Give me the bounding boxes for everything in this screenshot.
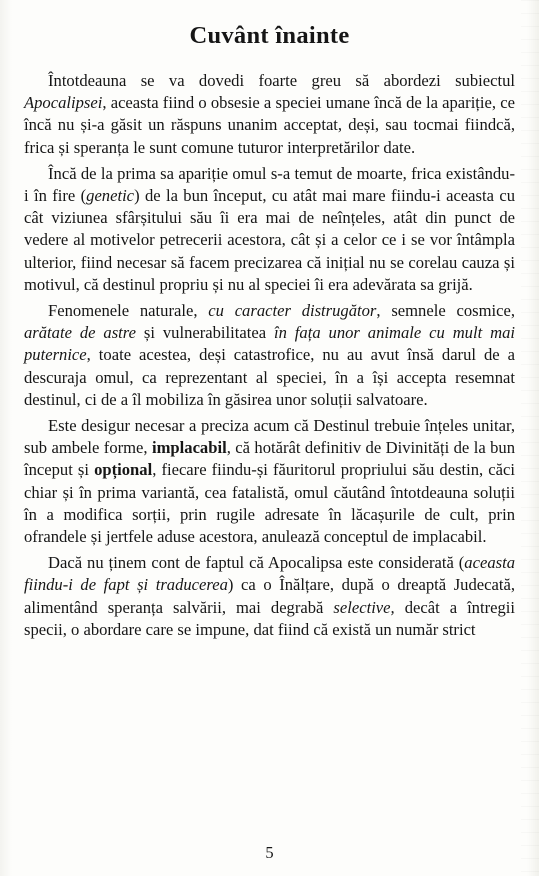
italic-text: în fața unor animale cu mult mai puternice bbox=[24, 323, 516, 365]
italic-text: arătate de astre bbox=[24, 323, 136, 343]
text-run: Întotdeauna se va dovedi foarte greu să abordezi subiectul bbox=[48, 71, 515, 90]
text-run: , fiecare fiindu-și făuritorul propriului său destin, căci chiar și în prima variantă, cea fatalistă, omul căutând întotdeauna soluții în a modifica sorții, prin rugile adresate în lăcașurile de cult, prin ofrandele și jertfele aduse acestora, anulează conceptul de implacabil. bbox=[24, 460, 515, 547]
chapter-title: Cuvânt înainte bbox=[189, 22, 350, 49]
page-edge-shadow bbox=[521, 0, 539, 876]
italic-text: genetic bbox=[86, 186, 135, 206]
text-run: ) ca o Înălțare, după o dreaptă Judecată, alimentând speranța salvării, mai degrabă bbox=[24, 575, 515, 617]
paragraph bbox=[24, 415, 515, 548]
italic-text: cu caracter distrugător bbox=[208, 301, 377, 321]
text-run: , aceasta fiind o obsesie a speciei umane încă de la apariție, ce încă nu și-a găsit un răspuns unanim acceptat, deși, sau tocmai fiindcă, frica și speranța le sunt comune tuturor interpretărilor date. bbox=[24, 93, 515, 157]
paragraph bbox=[24, 300, 515, 411]
page-number: 5 bbox=[265, 843, 274, 862]
text-run: Încă de la prima sa apariție omul s-a temut de moarte, frica existându-i în fire ( bbox=[24, 163, 515, 206]
bold-text: opțional bbox=[94, 460, 153, 480]
text-run: Dacă nu ținem cont de faptul că Apocalipsa este considerată ( bbox=[48, 553, 465, 573]
body-text bbox=[24, 70, 515, 645]
text-run: , toate acestea, deși catastrofice, nu au avut însă darul de a descuraja omul, ca reprezentant al speciei, în a își accepta resemnat destinul, ci de a îl mobiliza în găsirea unor soluții salvatoare. bbox=[24, 345, 515, 409]
text-run: și vulnerabilitatea bbox=[135, 323, 274, 343]
text-run: ) de la bun început, cu atât mai mare fiindu-i aceasta cu cât viziunea sfârșitului său îi era mai de neînțeles, atât din punct de vedere al motivelor petrecerii acestora, cât și a celor ce i se vor întâmpla ulterior, fiind necesar să facem precizarea că inițial nu se corelau cauza și motivul, că destinul propriu și nu al speciei îi era adevărata sa grijă. bbox=[24, 186, 515, 294]
italic-text: aceasta fiindu-i de fapt și traducerea bbox=[24, 553, 515, 595]
paragraph bbox=[24, 163, 515, 296]
text-run: decât a întregii specii, o abordare care se impune, dat fiind că există un număr strict bbox=[24, 597, 515, 639]
text-run: , semnele cosmice, bbox=[376, 301, 515, 321]
text-run: Este desigur necesar a preciza acum că Destinul trebuie înțeles unitar, sub ambele forme, bbox=[24, 416, 515, 458]
italic-text: Apocalipsei bbox=[24, 93, 103, 113]
text-run: , că hotărât definitiv de Divinități de la bun început și bbox=[24, 438, 515, 480]
bold-text: implacabil bbox=[152, 438, 227, 458]
paragraph bbox=[24, 552, 515, 641]
paragraph bbox=[24, 70, 515, 159]
italic-text: selective, bbox=[333, 597, 395, 617]
text-run: Fenomenele naturale, bbox=[48, 301, 209, 321]
